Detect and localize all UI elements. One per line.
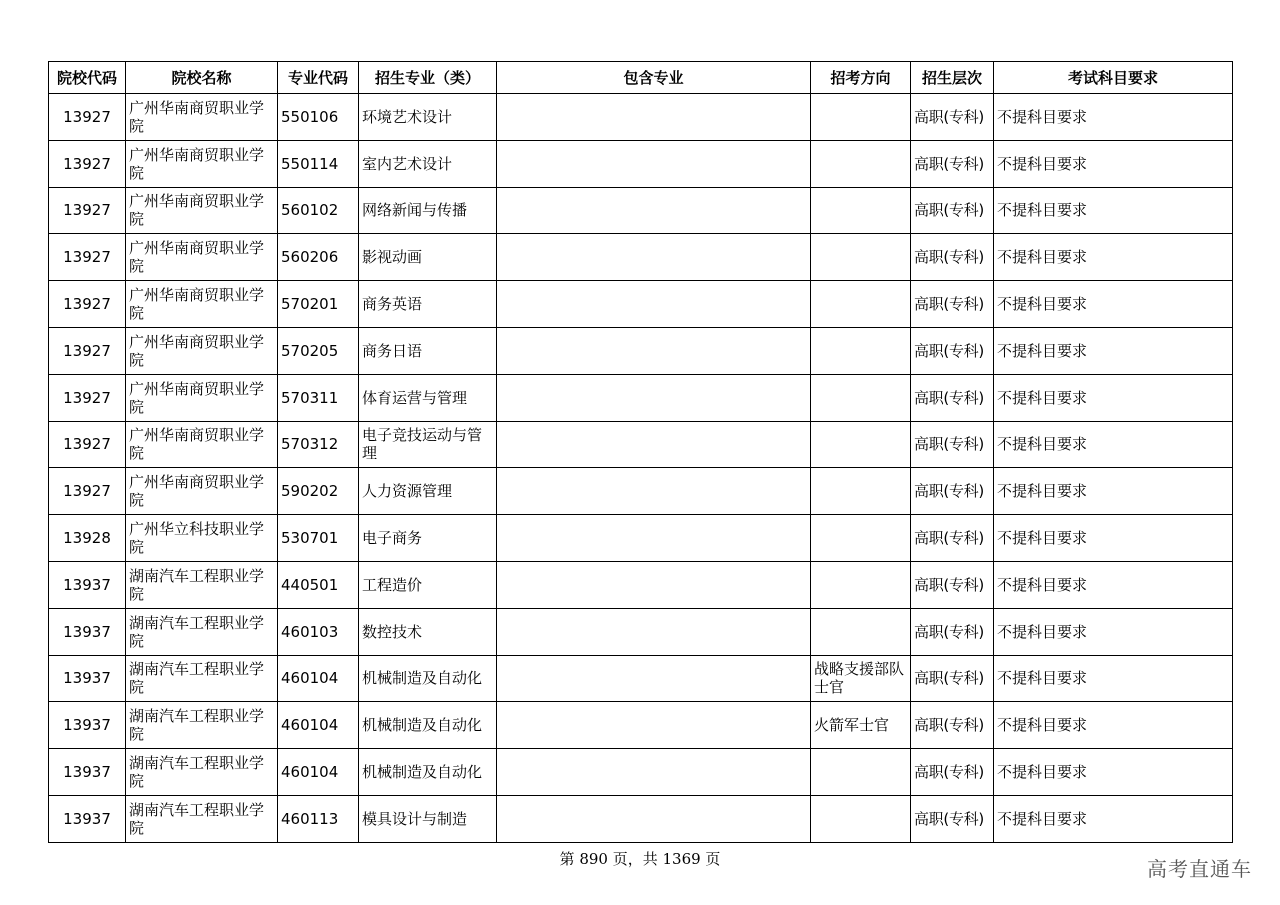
table-row	[49, 140, 1233, 187]
cell-level: 高职(专科)	[911, 281, 994, 328]
cell-school-code: 13927	[49, 468, 126, 515]
cell-school-code: 13927	[49, 281, 126, 328]
cell-included-majors	[497, 140, 811, 187]
header-row	[49, 62, 1233, 94]
cell-major-code: 460104	[278, 702, 359, 749]
cell-level: 高职(专科)	[911, 608, 994, 655]
cell-included-majors	[497, 655, 811, 702]
cell-included-majors	[497, 608, 811, 655]
cell-level: 高职(专科)	[911, 374, 994, 421]
cell-major: 商务日语	[359, 327, 497, 374]
cell-school-code: 13937	[49, 702, 126, 749]
cell-requirement: 不提科目要求	[994, 421, 1233, 468]
cell-requirement: 不提科目要求	[994, 608, 1233, 655]
cell-level: 高职(专科)	[911, 468, 994, 515]
cell-school-name: 广州华立科技职业学院	[126, 515, 278, 562]
cell-major: 影视动画	[359, 234, 497, 281]
cell-level: 高职(专科)	[911, 795, 994, 842]
cell-level: 高职(专科)	[911, 702, 994, 749]
cell-major: 人力资源管理	[359, 468, 497, 515]
cell-included-majors	[497, 281, 811, 328]
cell-major: 电子商务	[359, 515, 497, 562]
table-row	[49, 94, 1233, 141]
cell-major: 电子竞技运动与管理	[359, 421, 497, 468]
header-level: 招生层次	[911, 62, 994, 94]
cell-major: 机械制造及自动化	[359, 655, 497, 702]
cell-major: 体育运营与管理	[359, 374, 497, 421]
cell-included-majors	[497, 749, 811, 796]
table-row	[49, 327, 1233, 374]
cell-requirement: 不提科目要求	[994, 468, 1233, 515]
table-row	[49, 234, 1233, 281]
cell-major-code: 460103	[278, 608, 359, 655]
cell-major-code: 530701	[278, 515, 359, 562]
cell-requirement: 不提科目要求	[994, 140, 1233, 187]
cell-direction	[811, 561, 911, 608]
cell-level: 高职(专科)	[911, 655, 994, 702]
cell-major: 机械制造及自动化	[359, 702, 497, 749]
cell-major-code: 570311	[278, 374, 359, 421]
cell-school-code: 13937	[49, 608, 126, 655]
cell-requirement: 不提科目要求	[994, 187, 1233, 234]
cell-level: 高职(专科)	[911, 749, 994, 796]
cell-level: 高职(专科)	[911, 140, 994, 187]
cell-requirement: 不提科目要求	[994, 281, 1233, 328]
cell-major-code: 550106	[278, 94, 359, 141]
header-requirement: 考试科目要求	[994, 62, 1233, 94]
cell-school-name: 广州华南商贸职业学院	[126, 140, 278, 187]
admissions-table	[48, 61, 1233, 843]
cell-direction	[811, 608, 911, 655]
cell-school-code: 13927	[49, 140, 126, 187]
cell-major: 机械制造及自动化	[359, 749, 497, 796]
header-included-majors: 包含专业	[497, 62, 811, 94]
cell-major: 商务英语	[359, 281, 497, 328]
cell-major-code: 460104	[278, 749, 359, 796]
cell-major-code: 570201	[278, 281, 359, 328]
cell-level: 高职(专科)	[911, 234, 994, 281]
cell-school-code: 13927	[49, 234, 126, 281]
table-row	[49, 468, 1233, 515]
cell-level: 高职(专科)	[911, 515, 994, 562]
cell-level: 高职(专科)	[911, 421, 994, 468]
table-row	[49, 281, 1233, 328]
cell-included-majors	[497, 468, 811, 515]
cell-requirement: 不提科目要求	[994, 515, 1233, 562]
cell-school-name: 广州华南商贸职业学院	[126, 94, 278, 141]
cell-school-code: 13937	[49, 749, 126, 796]
table-row	[49, 608, 1233, 655]
cell-direction	[811, 795, 911, 842]
watermark: 高考直通车	[1147, 857, 1252, 881]
table-row	[49, 561, 1233, 608]
cell-direction	[811, 187, 911, 234]
cell-school-code: 13928	[49, 515, 126, 562]
header-major-code: 专业代码	[278, 62, 359, 94]
header-direction: 招考方向	[811, 62, 911, 94]
cell-school-code: 13937	[49, 795, 126, 842]
cell-school-name: 湖南汽车工程职业学院	[126, 749, 278, 796]
cell-school-code: 13927	[49, 187, 126, 234]
cell-major-code: 460104	[278, 655, 359, 702]
cell-level: 高职(专科)	[911, 561, 994, 608]
cell-direction	[811, 421, 911, 468]
cell-direction	[811, 515, 911, 562]
cell-school-code: 13927	[49, 374, 126, 421]
cell-school-name: 湖南汽车工程职业学院	[126, 608, 278, 655]
cell-major-code: 440501	[278, 561, 359, 608]
cell-major-code: 550114	[278, 140, 359, 187]
cell-major-code: 560206	[278, 234, 359, 281]
cell-requirement: 不提科目要求	[994, 327, 1233, 374]
cell-requirement: 不提科目要求	[994, 655, 1233, 702]
table-row	[49, 749, 1233, 796]
cell-school-name: 广州华南商贸职业学院	[126, 187, 278, 234]
cell-requirement: 不提科目要求	[994, 561, 1233, 608]
cell-major: 工程造价	[359, 561, 497, 608]
page-number: 第 890 页，共 1369 页	[559, 850, 721, 868]
cell-direction	[811, 749, 911, 796]
cell-school-name: 湖南汽车工程职业学院	[126, 702, 278, 749]
table-row	[49, 795, 1233, 842]
cell-requirement: 不提科目要求	[994, 374, 1233, 421]
cell-school-name: 广州华南商贸职业学院	[126, 374, 278, 421]
cell-direction: 战略支援部队士官	[811, 655, 911, 702]
cell-school-code: 13927	[49, 421, 126, 468]
cell-included-majors	[497, 421, 811, 468]
cell-included-majors	[497, 515, 811, 562]
cell-major-code: 590202	[278, 468, 359, 515]
cell-included-majors	[497, 94, 811, 141]
cell-direction	[811, 281, 911, 328]
cell-included-majors	[497, 561, 811, 608]
cell-school-code: 13927	[49, 327, 126, 374]
table-row	[49, 421, 1233, 468]
cell-school-name: 广州华南商贸职业学院	[126, 281, 278, 328]
cell-requirement: 不提科目要求	[994, 702, 1233, 749]
cell-included-majors	[497, 327, 811, 374]
cell-requirement: 不提科目要求	[994, 795, 1233, 842]
cell-direction: 火箭军士官	[811, 702, 911, 749]
header-school-code: 院校代码	[49, 62, 126, 94]
cell-level: 高职(专科)	[911, 327, 994, 374]
cell-level: 高职(专科)	[911, 187, 994, 234]
cell-requirement: 不提科目要求	[994, 234, 1233, 281]
cell-major: 网络新闻与传播	[359, 187, 497, 234]
cell-direction	[811, 140, 911, 187]
cell-direction	[811, 468, 911, 515]
cell-requirement: 不提科目要求	[994, 749, 1233, 796]
cell-school-code: 13937	[49, 561, 126, 608]
cell-included-majors	[497, 702, 811, 749]
cell-school-name: 广州华南商贸职业学院	[126, 327, 278, 374]
cell-school-name: 湖南汽车工程职业学院	[126, 561, 278, 608]
cell-major-code: 460113	[278, 795, 359, 842]
cell-included-majors	[497, 374, 811, 421]
cell-direction	[811, 234, 911, 281]
header-school-name: 院校名称	[126, 62, 278, 94]
cell-school-code: 13937	[49, 655, 126, 702]
cell-school-name: 广州华南商贸职业学院	[126, 421, 278, 468]
table-row	[49, 515, 1233, 562]
cell-major: 室内艺术设计	[359, 140, 497, 187]
cell-major-code: 570205	[278, 327, 359, 374]
cell-major-code: 570312	[278, 421, 359, 468]
cell-level: 高职(专科)	[911, 94, 994, 141]
cell-direction	[811, 327, 911, 374]
cell-direction	[811, 374, 911, 421]
cell-school-name: 广州华南商贸职业学院	[126, 234, 278, 281]
table-row	[49, 655, 1233, 702]
cell-school-name: 湖南汽车工程职业学院	[126, 795, 278, 842]
cell-included-majors	[497, 795, 811, 842]
header-major: 招生专业（类）	[359, 62, 497, 94]
cell-school-code: 13927	[49, 94, 126, 141]
cell-major-code: 560102	[278, 187, 359, 234]
cell-major: 数控技术	[359, 608, 497, 655]
cell-school-name: 广州华南商贸职业学院	[126, 468, 278, 515]
cell-major: 模具设计与制造	[359, 795, 497, 842]
cell-requirement: 不提科目要求	[994, 94, 1233, 141]
cell-school-name: 湖南汽车工程职业学院	[126, 655, 278, 702]
cell-major: 环境艺术设计	[359, 94, 497, 141]
cell-included-majors	[497, 187, 811, 234]
cell-included-majors	[497, 234, 811, 281]
table-row	[49, 702, 1233, 749]
table-row	[49, 187, 1233, 234]
table-row	[49, 374, 1233, 421]
cell-direction	[811, 94, 911, 141]
